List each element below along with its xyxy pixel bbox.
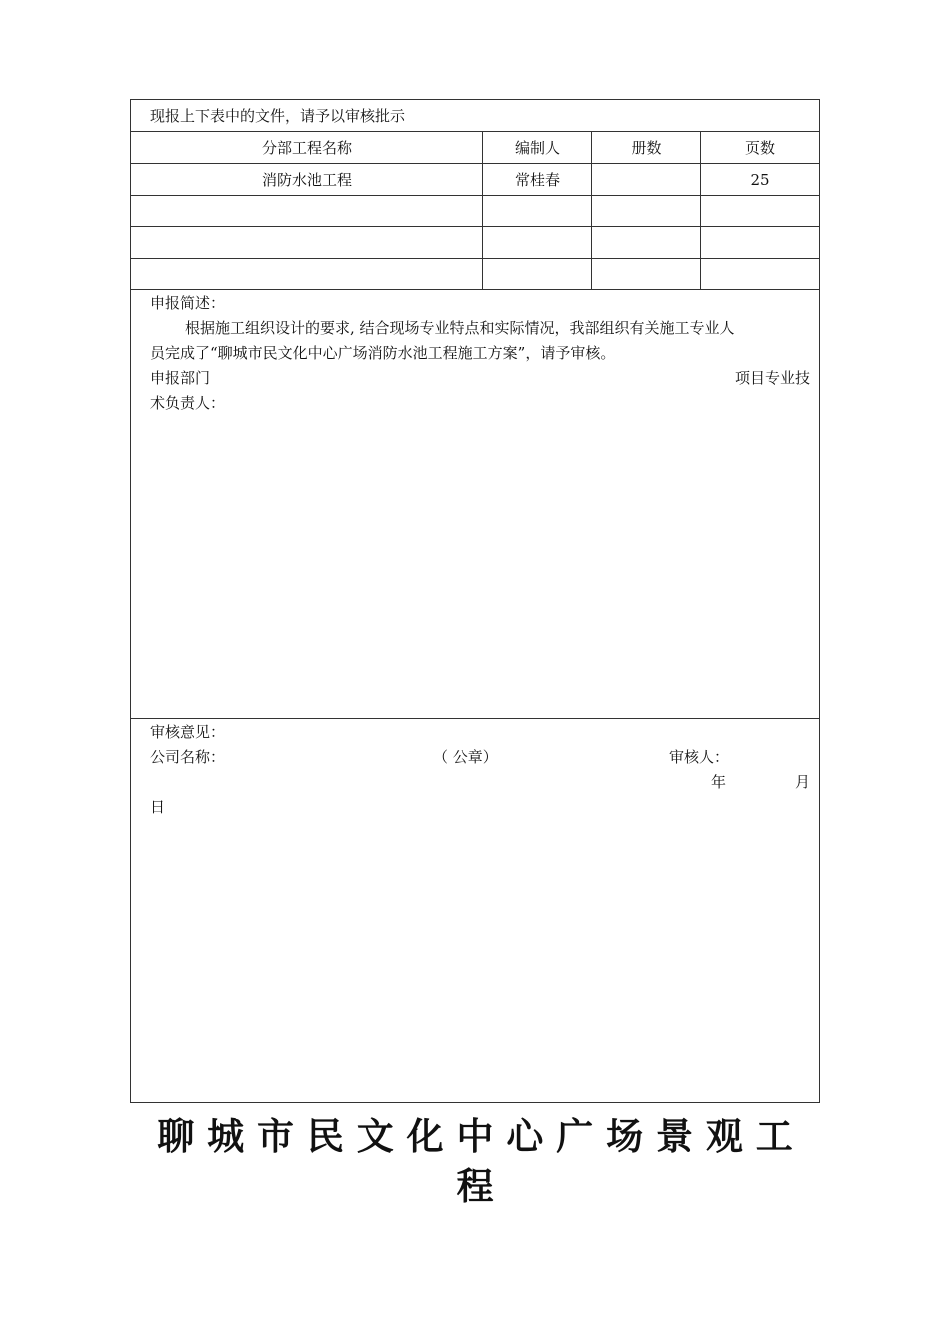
- declaration-section: [131, 290, 819, 719]
- col-header-volumes: 册数: [631, 139, 662, 157]
- table-divider: [700, 132, 701, 290]
- table-row: [131, 259, 819, 290]
- header-note: 现报上下表中的文件，请予以审核批示: [150, 107, 406, 125]
- table-row: [131, 227, 819, 259]
- cell-pages: [701, 227, 819, 258]
- approval-form: [130, 99, 820, 1103]
- table-row: [131, 164, 819, 196]
- declaration-label: 申报简述：: [150, 294, 226, 312]
- header-note-row: [131, 100, 819, 132]
- cell-name: [131, 227, 483, 258]
- cell-name: [131, 259, 483, 289]
- cell-author: [483, 227, 592, 258]
- declaring-dept-label: 申报部门: [150, 369, 211, 387]
- company-name-label: 公司名称：: [150, 748, 226, 766]
- declaration-body-line1: 根据施工组织设计的要求, 结合现场专业特点和实际情况，我部组织有关施工专业人: [185, 319, 735, 337]
- table-divider: [482, 132, 483, 290]
- cell-author: [483, 259, 592, 289]
- cell-pages: 25: [750, 170, 770, 189]
- table-divider: [591, 132, 592, 290]
- cell-pages: [701, 196, 819, 226]
- tech-lead-label-part2: 术负责人：: [150, 394, 226, 412]
- table-header-row: [131, 132, 819, 164]
- seal-label: （ 公章）: [433, 748, 498, 766]
- cell-pages: [701, 259, 819, 289]
- cell-name: [131, 196, 483, 226]
- month-label: 月: [795, 773, 811, 791]
- col-header-author: 编制人: [514, 139, 560, 157]
- cell-volumes: [592, 227, 701, 258]
- review-section: [131, 719, 819, 1102]
- cell-author: 常桂春: [514, 171, 560, 189]
- declaration-body-line2: 员完成了“聊城市民文化中心广场消防水池工程施工方案”，请予审核。: [150, 344, 616, 362]
- footer-title-line1: 聊 城 市 民 文 化 中 心 广 场 景 观 工: [157, 1115, 793, 1158]
- review-label: 审核意见：: [150, 723, 226, 741]
- tech-lead-label-part1: 项目专业技: [734, 369, 810, 387]
- reviewer-label: 审核人：: [669, 748, 730, 766]
- cell-volumes: [592, 164, 701, 195]
- col-header-pages: 页数: [744, 139, 775, 157]
- cell-name: 消防水池工程: [261, 171, 352, 189]
- table-row: [131, 196, 819, 227]
- cell-author: [483, 196, 592, 226]
- cell-volumes: [592, 259, 701, 289]
- cell-volumes: [592, 196, 701, 226]
- footer-title-line2: 程: [456, 1165, 494, 1208]
- col-header-name: 分部工程名称: [261, 139, 352, 157]
- year-label: 年: [711, 773, 727, 791]
- day-label: 日: [150, 798, 166, 816]
